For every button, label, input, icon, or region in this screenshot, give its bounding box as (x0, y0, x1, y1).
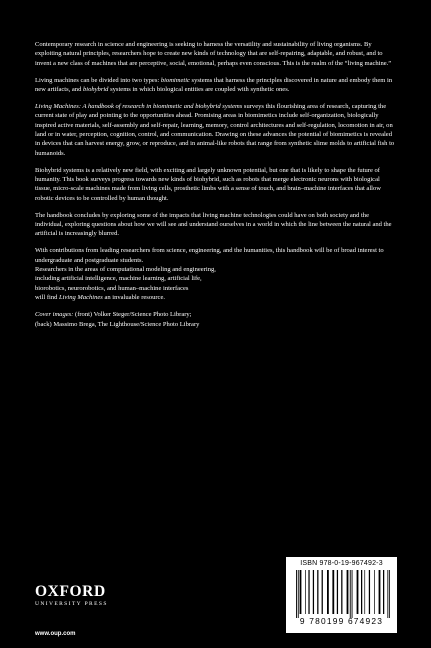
p6-text-g: an invaluable resource. (102, 294, 166, 302)
publisher-url: www.oup.com (35, 631, 76, 637)
isbn-number: ISBN 978-0-19-967492-3 (300, 560, 383, 567)
publisher-logo (35, 584, 108, 607)
p6-line-b: Researchers in the areas of computational modeling and engineering, (35, 266, 216, 274)
credits-label: Cover images: (35, 311, 74, 319)
book-title-italic: Living Machines: A handbook of research in biomimetic and biohybrid systems (35, 102, 243, 110)
blurb-paragraph-1: Contemporary research in science and engineering is seeking to harness the versatility and sustainability of living organisms. By exploiting natural principles, researchers hope to create new kinds of technology that are self-repairing, adaptable, and robust, and to invent a new class of machines that are perceptive, social, emotional, perhaps even conscious. This is the realm of the “living machine.” (35, 41, 392, 67)
p6-title-italic: Living Machines (59, 294, 103, 302)
blurb-paragraph-5: The handbook concludes by exploring some of the impacts that living machine technologies could have on both society and the individual, exploring questions about how we will see and understand ourselves in a world in which the line between the natural and the artificial is increasingly blurred. (35, 211, 392, 238)
barcode-icon (294, 570, 390, 618)
credits-line-1: (front) Volker Steger/Science Photo Library; (73, 311, 192, 319)
blurb-paragraph-3 (35, 102, 397, 158)
p3-text-b: surveys this flourishing area of research, capturing the current state of play and pointing to the opportunities ahead. Promising areas in biomimetics include self-organization, biologically inspired active materials, self-assembly and self-repair, learning, memory, control architectures and self-regulation, locomotion in air, on land or in water, perception, cognition, control, and communication. Drawing on these advances the potential of biomimetics is revealed in devices that can harvest energy, grow, or reproduce, and in animal-like robots that range from synthetic slime molds to artificial fish to humanoids. (35, 102, 395, 157)
p6-text-e: will find (35, 294, 60, 302)
isbn-barcode-panel (286, 557, 397, 633)
blurb-paragraph-6 (35, 246, 397, 302)
blurb-paragraph-4: Biohybrid systems is a relatively new field, with exciting and largely unknown potential, but one that is likely to shape the future of humanity. This book surveys progress towards new kinds of biohybrid, such as robots that merge electronic neurons with biological tissue, micro-scale machines made from living cells, prosthetic limbs with a sense of touch, and brain–machine interfaces that allow robotic devices to be controlled by human thought. (35, 166, 381, 202)
p6-line-c: including artificial intelligence, machine learning, artificial life, (35, 275, 202, 283)
p2-text-a: Living machines can be divided into two types: (35, 76, 161, 84)
back-cover-blurb (35, 40, 397, 329)
oxford-wordmark: OXFORD (35, 583, 106, 600)
p2-term-biomimetic: biomimetic (160, 76, 190, 84)
cover-image-credits (35, 310, 397, 329)
p6-line-a: With contributions from leading researchers from science, engineering, and the humanities, this handbook will be of broad interest to undergraduate and postgraduate students. (35, 247, 384, 264)
blurb-paragraph-2 (35, 76, 397, 95)
p2-text-e: systems in which biological entities are coupled with synthetic ones. (108, 86, 290, 94)
p2-term-biohybrid: biohybrid (83, 86, 109, 94)
credits-line-2: (back) Massimo Brega, The Lighthouse/Science Photo Library (35, 320, 200, 328)
p6-line-d: biorobotics, neurorobotics, and human–machine interfaces (35, 284, 189, 292)
p2-text-c: systems that harness the principles discovered in nature and embody them in new artifacts, and (35, 76, 393, 94)
university-press-label: UNIVERSITY PRESS (35, 601, 108, 607)
barcode-digits: 9 780199 674923 (299, 616, 384, 626)
